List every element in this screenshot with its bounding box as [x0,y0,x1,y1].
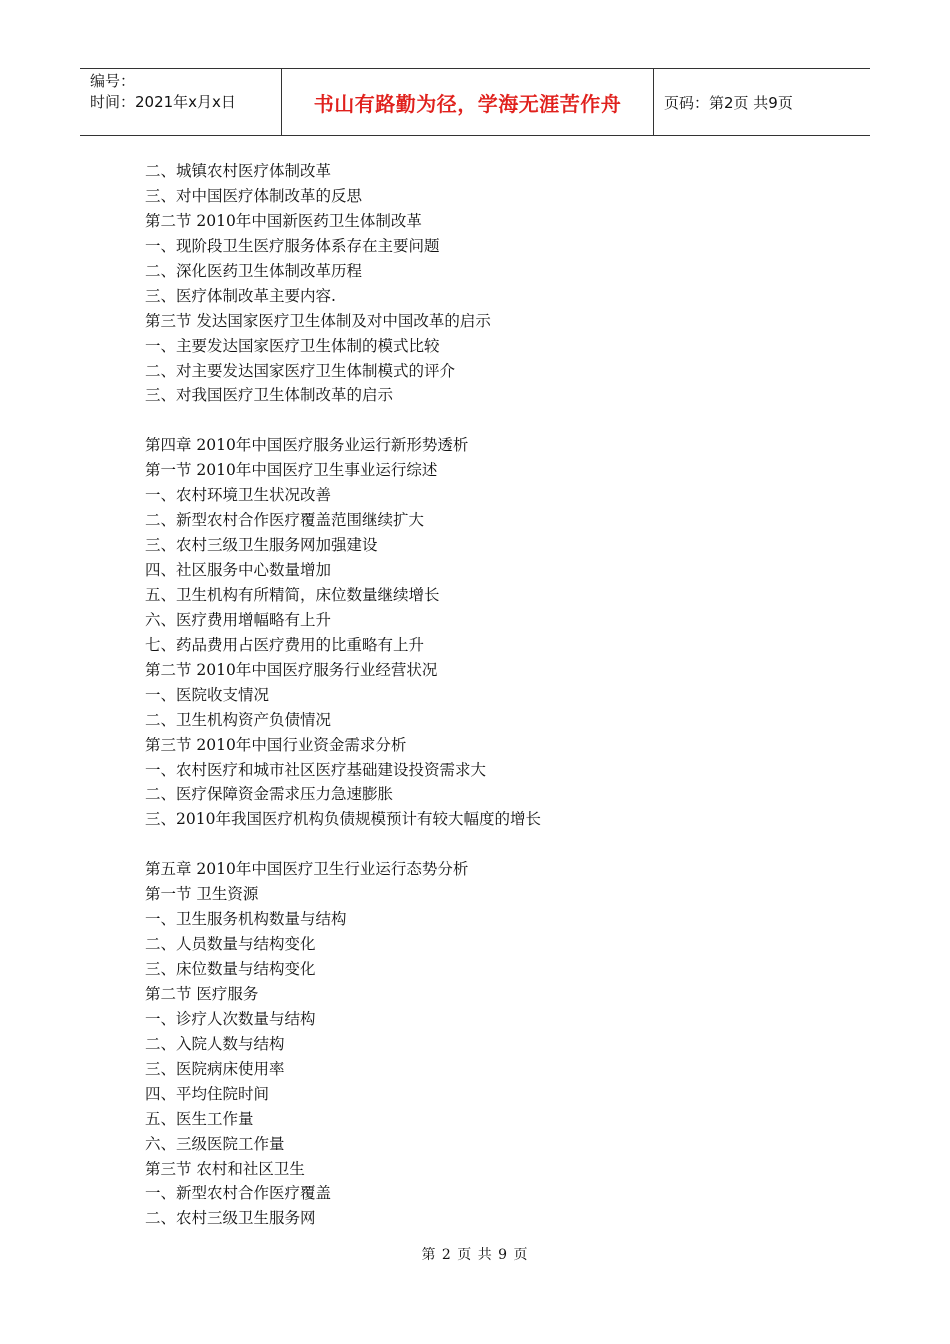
toc-line: 第三节 2010年中国行业资金需求分析 [145,735,407,754]
toc-line: 三、2010年我国医疗机构负债规模预计有较大幅度的增长 [145,810,541,829]
toc-line: 第四章 2010年中国医疗服务业运行新形势透析 [145,436,469,455]
toc-line: 六、医疗费用增幅略有上升 [145,610,332,629]
toc-line: 一、新型农村合作医疗覆盖 [145,1184,332,1203]
toc-line: 二、人员数量与结构变化 [145,935,316,954]
toc-line: 二、农村三级卫生服务网 [145,1209,316,1228]
toc-line: 一、卫生服务机构数量与结构 [145,910,347,929]
toc-line: 第二节 医疗服务 [145,984,259,1003]
toc-line: 三、床位数量与结构变化 [145,960,316,978]
toc-line: 六、三级医院工作量 [145,1134,285,1153]
toc-line: 二、入院人数与结构 [145,1034,285,1053]
toc-line: 三、对中国医疗体制改革的反思 [145,186,363,205]
section-spacer [145,408,845,433]
toc-line: 第三节 发达国家医疗卫生体制及对中国改革的启示 [145,311,491,330]
toc-line: 二、深化医药卫生体制改革历程 [145,261,363,280]
toc-line: 三、对我国医疗卫生体制改革的启示 [145,386,394,405]
toc-line: 三、医疗体制改革主要内容. [145,286,336,305]
page-footer: 第 2 页 共 9 页 [421,1247,529,1263]
toc-line: 一、医院收支情况 [145,685,270,704]
document-time-label: 时间：2021年x月x日 [90,93,236,111]
toc-line: 五、医生工作量 [145,1109,254,1128]
header-page-info: 页码：第2页 共9页 [664,93,793,112]
toc-line: 一、现阶段卫生医疗服务体系存在主要问题 [145,236,440,255]
document-number-label: 编号： [90,72,136,90]
toc-line: 二、卫生机构资产负债情况 [145,710,332,729]
toc-line: 一、农村医疗和城市社区医疗基础建设投资需求大 [145,760,487,779]
section-spacer [145,832,845,857]
toc-line: 二、医疗保障资金需求压力急速膨胀 [145,785,394,804]
header-meta [80,69,282,135]
toc-line: 一、诊疗人次数量与结构 [145,1009,316,1028]
toc-line: 四、社区服务中心数量增加 [145,561,332,579]
toc-line: 一、农村环境卫生状况改善 [145,486,332,505]
toc-line: 二、新型农村合作医疗覆盖范围继续扩大 [145,511,425,530]
toc-line: 二、城镇农村医疗体制改革 [145,162,332,180]
toc-line: 第一节 卫生资源 [145,885,259,904]
header-motto: 书山有路勤为径，学海无涯苦作舟 [282,69,654,135]
toc-line: 第三节 农村和社区卫生 [145,1159,305,1178]
toc-line: 七、药品费用占医疗费用的比重略有上升 [145,635,425,654]
toc-line: 第二节 2010年中国新医药卫生体制改革 [145,211,422,230]
table-of-contents [145,159,845,1231]
toc-line: 第一节 2010年中国医疗卫生事业运行综述 [145,461,438,480]
page-header [80,68,870,136]
toc-line: 一、主要发达国家医疗卫生体制的模式比较 [145,336,440,355]
toc-line: 二、对主要发达国家医疗卫生体制模式的评介 [145,361,456,380]
toc-line: 五、卫生机构有所精简，床位数量继续增长 [145,585,440,604]
toc-line: 第五章 2010年中国医疗卫生行业运行态势分析 [145,860,469,879]
toc-line: 三、农村三级卫生服务网加强建设 [145,536,378,555]
toc-line: 第二节 2010年中国医疗服务行业经营状况 [145,660,438,679]
toc-line: 三、医院病床使用率 [145,1059,285,1078]
toc-line: 四、平均住院时间 [145,1084,270,1103]
